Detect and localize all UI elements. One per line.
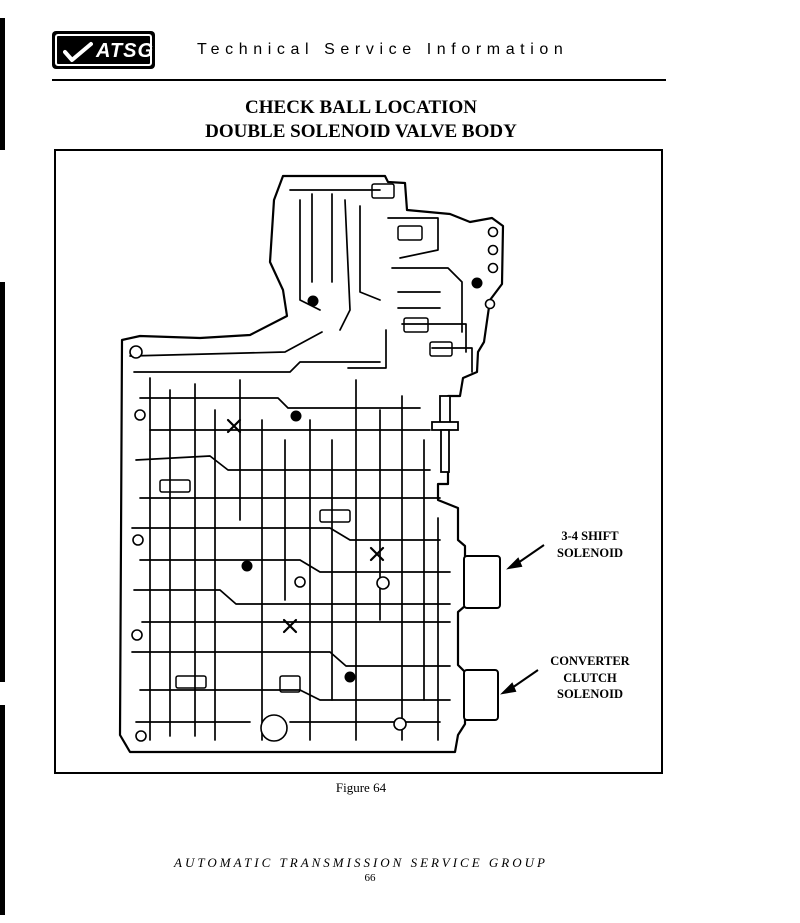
valve-bore xyxy=(320,510,350,522)
shift-solenoid-callout xyxy=(540,528,640,561)
callout-line: CONVERTER xyxy=(550,654,630,668)
fluid-passage xyxy=(312,194,332,282)
fluid-passage xyxy=(134,362,380,372)
fluid-passage xyxy=(356,380,424,740)
fluid-passage xyxy=(392,268,462,332)
callout-arrow xyxy=(509,559,521,568)
x-marker xyxy=(371,548,383,560)
bolt-hole xyxy=(489,264,498,273)
fluid-passage xyxy=(398,292,440,308)
bolt-hole xyxy=(136,731,146,741)
bolt-hole xyxy=(394,718,406,730)
check-ball xyxy=(291,411,302,422)
check-ball xyxy=(472,278,483,289)
page-title-line-1: CHECK BALL LOCATION xyxy=(245,97,477,118)
callout-arrow xyxy=(503,684,515,693)
bolt-hole xyxy=(377,577,389,589)
callout-line: CLUTCH xyxy=(563,670,617,685)
fluid-passage xyxy=(300,200,320,310)
check-ball xyxy=(308,296,319,307)
callout-line: 3-4 SHIFT xyxy=(561,529,619,543)
valve-bore xyxy=(404,318,428,332)
bolt-hole xyxy=(135,410,145,420)
page-title-line-2: DOUBLE SOLENOID VALVE BODY xyxy=(205,121,517,142)
bolt-hole xyxy=(261,715,287,741)
header-title: Technical Service Information xyxy=(197,41,569,58)
bolt-hole xyxy=(133,535,143,545)
3-4-shift-solenoid xyxy=(464,556,500,608)
page-number: 66 xyxy=(364,872,376,884)
bolt-hole xyxy=(295,577,305,587)
valve-bore xyxy=(160,480,190,492)
valve-bore xyxy=(430,342,452,356)
logo-text: ATSG xyxy=(96,40,155,62)
bolt-hole xyxy=(489,228,498,237)
fluid-passage xyxy=(150,378,195,740)
fluid-passage xyxy=(140,398,420,408)
valve-bore xyxy=(176,676,206,688)
callout-line: SOLENOID xyxy=(557,687,623,701)
footer-organization: AUTOMATIC TRANSMISSION SERVICE GROUP xyxy=(174,855,548,870)
converter-clutch-callout xyxy=(538,653,642,703)
bolt-hole xyxy=(489,246,498,255)
fluid-passage xyxy=(388,218,438,258)
bolt-hole xyxy=(132,630,142,640)
bolt-hole xyxy=(130,346,142,358)
valve-bore xyxy=(398,226,422,240)
bolt-hole xyxy=(486,300,495,309)
solenoid-plunger xyxy=(432,396,458,472)
check-ball xyxy=(345,672,356,683)
check-ball xyxy=(242,561,253,572)
fluid-passage xyxy=(360,206,380,300)
fluid-passage xyxy=(340,200,350,330)
fluid-passage xyxy=(136,456,430,470)
converter-clutch-solenoid xyxy=(464,670,498,720)
callout-line: SOLENOID xyxy=(557,545,623,560)
figure-caption: Figure 64 xyxy=(335,780,387,795)
valve-bore xyxy=(372,184,394,198)
fluid-passage xyxy=(132,528,440,540)
fluid-passage xyxy=(140,560,450,572)
